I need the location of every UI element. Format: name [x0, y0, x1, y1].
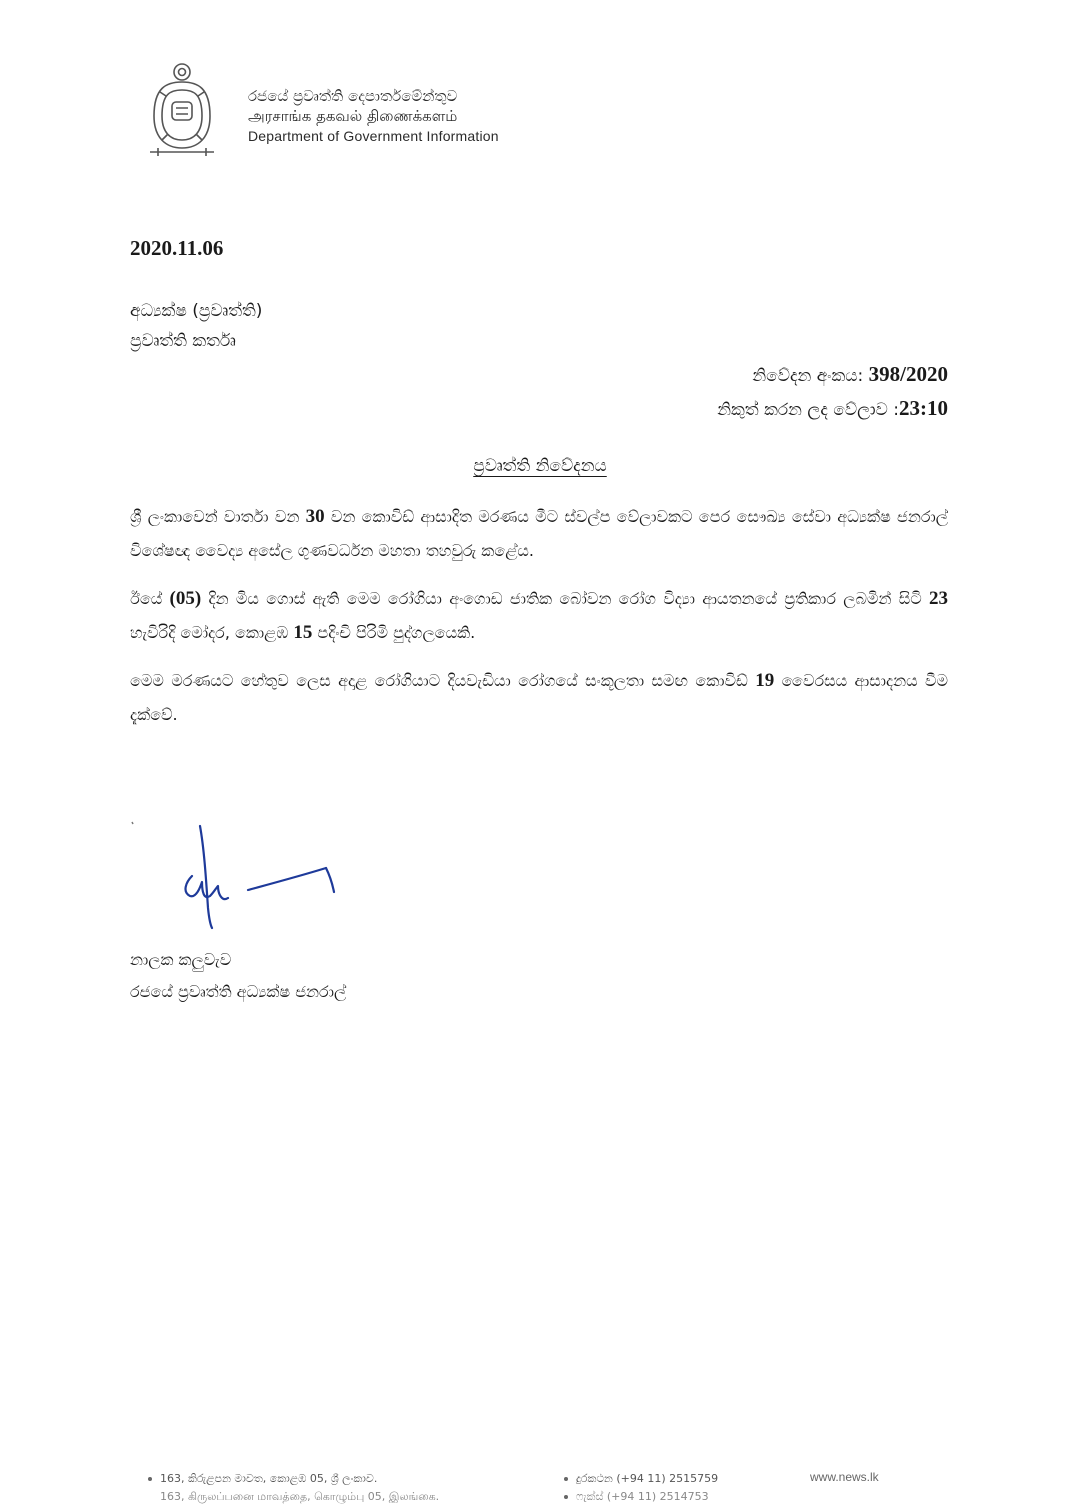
release-number-label: නිවේදන අංකය:	[752, 366, 864, 386]
signatory-name: නාලක කලුවැව	[130, 950, 232, 969]
page-footer	[140, 1468, 940, 1503]
p1-text-b: වන කොවිඩ් ආසාදිත මරණය මීට ස්වල්ප වේලාවකට පෙර සෞඛ්‍ය සේවා අධ්‍යක්ෂ ජනරාල් විශේෂඥ වෛද්‍ය අසේල ගුණවර්ධන මහතා තහවුරු කළේය.	[130, 507, 949, 560]
heading-text: ප්‍රවෘත්ති නිවේදනය	[473, 456, 607, 476]
recipient-line-1: අධ්‍යක්ෂ (ප්‍රවෘත්ති)	[130, 301, 263, 321]
bullet-icon	[564, 1477, 568, 1481]
p2-text-b: දින මිය ගොස් ඇති මෙම රෝගියා අංගොඩ ජාතික බෝවන රෝග විද්‍යා ආයතනයේ ප්‍රතිකාර ලබමින් සිටි	[201, 589, 929, 608]
footer-fax-number: (+94 11) 2514753	[606, 1490, 709, 1503]
p3-number: 19	[755, 670, 775, 691]
paragraph-3	[130, 664, 948, 732]
document-heading	[0, 456, 1080, 476]
footer-fax-label: ෆැක්ස්	[576, 1490, 604, 1503]
footer-fax	[564, 1490, 709, 1504]
recipient-block	[130, 296, 262, 356]
p2-number-2: 23	[929, 588, 948, 609]
document-body	[130, 500, 948, 746]
p1-number: 30	[305, 506, 325, 527]
p2-text-a: ඊයේ	[130, 589, 170, 608]
footer-website[interactable]: www.news.lk	[810, 1470, 879, 1484]
footer-address-text: 163, කිරුළපන මාවත, කොළඹ 05, ශ්‍රී ලංකාව.	[160, 1472, 378, 1485]
signatory-title: රජයේ ප්‍රවෘත්ති අධ්‍යක්ෂ ජනරාල්	[130, 982, 347, 1001]
p1-text-a: ශ්‍රී ලංකාවෙන් වාර්තා වන	[130, 507, 306, 526]
release-meta	[717, 358, 948, 426]
footer-address-2: 163, கிருலப்பனை மாவத்தை, கொழும்பு 05, இலங்கை.	[160, 1490, 440, 1503]
release-number: 398/2020	[868, 362, 948, 386]
footer-address	[148, 1472, 377, 1486]
p2-text-c: හැවිරිදි මෝදර, කොළඹ	[130, 623, 294, 642]
p2-number-3: 15	[293, 622, 313, 643]
release-time: 23:10	[899, 396, 948, 420]
handwritten-signature	[130, 818, 350, 938]
footer-tel-number: (+94 11) 2515759	[616, 1472, 719, 1485]
bullet-icon	[148, 1477, 152, 1481]
release-number-row	[717, 358, 948, 392]
letterhead-english: Department of Government Information	[248, 128, 499, 144]
letterhead	[142, 52, 582, 162]
p3-text-b: වෛරසය ආසාදනය වීම දැක්වේ.	[130, 671, 949, 724]
signatory-block	[130, 944, 346, 1008]
p3-text-a: මෙම මරණයට හේතුව ලෙස අදාළ රෝගියාට දියවැඩියා රෝගයේ සංකූලතා සමඟ කොවිඩ්	[130, 671, 756, 690]
release-time-label: නිකුත් කරන ලද වේලාව :	[717, 400, 899, 420]
sri-lanka-government-emblem-icon	[146, 56, 234, 158]
letterhead-tamil: அரசாங்க தகவல் திணைக்களம்	[248, 107, 458, 125]
p2-text-d: පදිංචි පිරිමි පුද්ගලයෙකි.	[312, 623, 476, 642]
footer-tel-label: දුරකථන	[576, 1472, 613, 1485]
paragraph-1	[130, 500, 948, 568]
document-date: 2020.11.06	[130, 236, 224, 260]
release-time-row	[717, 392, 948, 426]
paragraph-2	[130, 582, 948, 650]
recipient-line-2: ප්‍රවෘත්ති කර්තෘ	[130, 331, 236, 351]
footer-telephone	[564, 1472, 718, 1486]
letterhead-sinhala: රජයේ ප්‍රවෘත්ති දෙපාර්තමේන්තුව	[248, 87, 458, 105]
bullet-icon	[564, 1495, 568, 1499]
p2-number-1: (05)	[169, 588, 202, 609]
